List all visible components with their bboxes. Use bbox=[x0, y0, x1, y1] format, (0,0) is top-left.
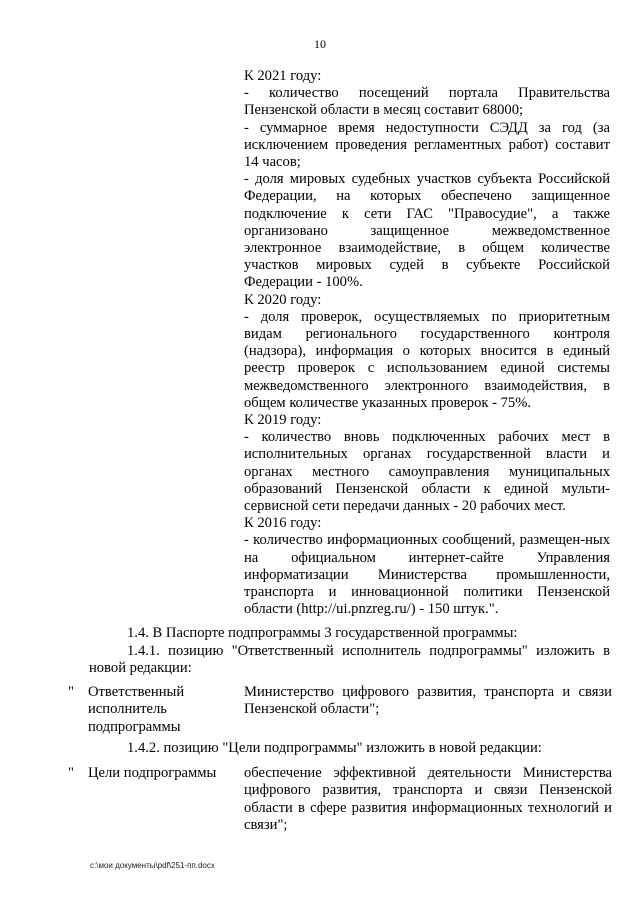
target-year-2020: К 2020 году: bbox=[244, 291, 322, 308]
row-value: Министерство цифрового развития, транспорта и связи Пензенской области"; bbox=[244, 684, 612, 718]
row-label: Ответственный исполнитель подпрограммы bbox=[88, 684, 185, 735]
section-1-4-2-heading: 1.4.2. позицию "Цели подпрограммы" изложить в новой редакции: bbox=[127, 740, 542, 756]
row-value: обеспечение эффективной деятельности Министерства цифрового развития, транспорта и связи Пензенской области в сфере развития информационных технологий и связи"; bbox=[244, 765, 612, 834]
target-year-2016: К 2016 году: bbox=[244, 515, 322, 532]
target-item: - количество информационных сообщений, размещен-ных на официальном интернет-сайте Управления информатизации Министерства промышленности, транспорта и инновационной политики Пензенской области (http://ui.pnzreg.ru/) - 150 штук.". bbox=[244, 532, 610, 618]
target-item: - количество вновь подключенных рабочих мест в исполнительных органах государственной власти и органах местного самоуправления муниципальных образований Пензенской области к единой мульти-сервисной сети передачи данных - 20 рабочих мест. bbox=[244, 429, 610, 515]
target-year-2019: К 2019 году: bbox=[244, 412, 322, 429]
target-item: - доля мировых судебных участков субъекта Российской Федерации, на которых обеспечено защищенное подключение к сети ГАС "Правосудие", а также организовано защищенное межведомственное электронное взаимодействие, в общем количестве участков мировых судей в субъекте Российской Федерации - 100%. bbox=[244, 171, 610, 291]
section-1-4-1-paragraph: 1.4.1. позицию "Ответственный исполнитель подпрограммы" изложить в новой редакции: bbox=[89, 643, 610, 677]
responsible-executor-row bbox=[68, 684, 613, 736]
subprogram-goals-row bbox=[68, 765, 613, 837]
targets-block bbox=[244, 68, 610, 619]
opening-quote: " bbox=[68, 765, 74, 781]
target-item: - количество посещений портала Правительства Пензенской области в месяц составит 68000; bbox=[244, 85, 610, 119]
target-year-2021: К 2021 году: bbox=[244, 68, 322, 84]
target-item: - суммарное время недоступности СЭДД за год (за исключением проведения регламентных работ) составит 14 часов; bbox=[244, 119, 610, 171]
target-item: - доля проверок, осуществляемых по приоритетным видам регионального государственного контроля (надзора), информация о которых вносится в единый реестр проверок с использованием единой системы межведомственного электронного взаимодействия, в общем количестве указанных проверок - 75%. bbox=[244, 308, 610, 411]
file-path-footer: c:\мои документы\pdf\251-пп.docx bbox=[90, 861, 215, 870]
section-1-4-heading: 1.4. В Паспорте подпрограммы 3 государственной программы: bbox=[127, 625, 518, 641]
row-label: Цели подпрограммы bbox=[88, 765, 217, 781]
opening-quote: " bbox=[68, 684, 74, 700]
page-number: 10 bbox=[314, 37, 326, 51]
